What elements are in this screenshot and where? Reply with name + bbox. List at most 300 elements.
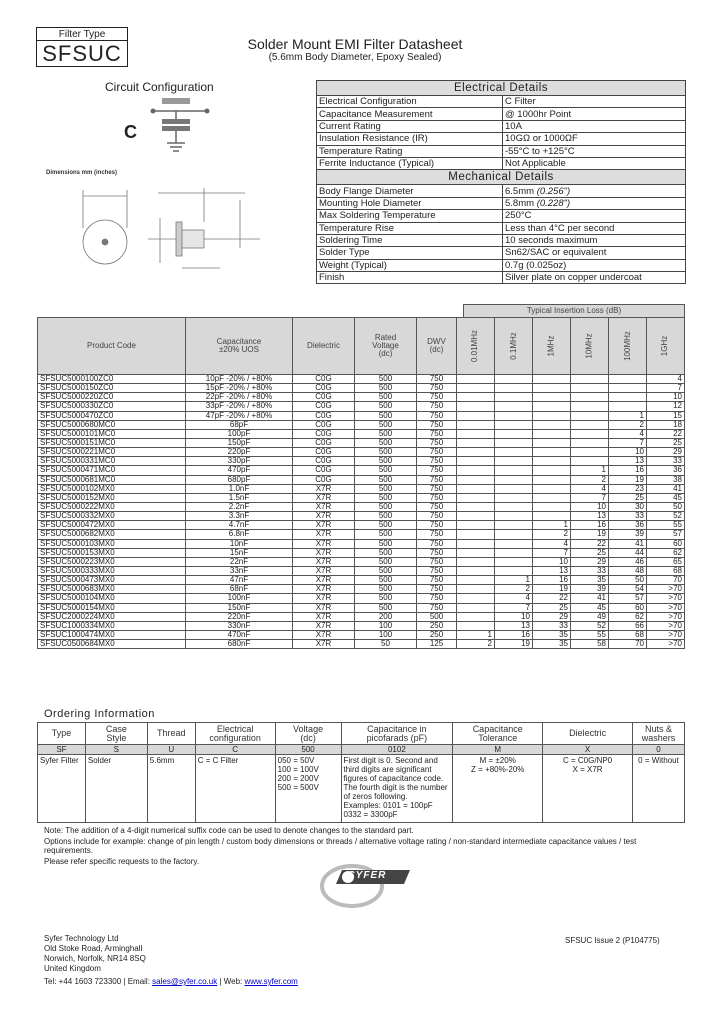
product-cell: X7R (293, 576, 355, 585)
product-cell: SFSUC5000331MC0 (38, 457, 186, 466)
spec-value-metric: 6.5mm (505, 185, 535, 197)
spec-value-imperial: (0.228") (536, 197, 571, 209)
product-cell: 54 (609, 585, 647, 594)
product-cell: 47pF -20% / +80% (186, 411, 293, 420)
ordering-code-row (38, 745, 685, 755)
product-cell: 100 (355, 630, 417, 639)
product-cell (495, 530, 533, 539)
product-cell: 39 (571, 585, 609, 594)
product-row (38, 457, 685, 466)
spec-row (317, 259, 686, 271)
product-cell: 57 (647, 530, 685, 539)
product-cell: 750 (417, 512, 457, 521)
ordering-code: 0102 (341, 745, 453, 755)
product-cell: 100pF (186, 429, 293, 438)
column-header (533, 318, 571, 375)
column-header-label: 10MHz (584, 333, 594, 359)
ordering-desc-line: X = X7R (572, 765, 603, 774)
spec-row (317, 96, 686, 108)
ordering-header-label: Style (106, 732, 127, 743)
footer-contact-text: Tel: +44 1603 723300 | Email: (44, 977, 153, 986)
column-header (355, 318, 417, 375)
product-cell: X7R (293, 502, 355, 511)
product-cell: C0G (293, 402, 355, 411)
product-cell: X7R (293, 521, 355, 530)
product-cell: 66 (609, 621, 647, 630)
column-header (571, 318, 609, 375)
product-cell: 1.5nF (186, 493, 293, 502)
product-cell (495, 411, 533, 420)
product-cell (457, 521, 495, 530)
product-row (38, 594, 685, 603)
column-header-label: Capacitance (216, 337, 262, 346)
column-header-label: (dc) (429, 345, 444, 354)
product-cell: 250 (417, 630, 457, 639)
ordering-code: 0 (632, 745, 684, 755)
column-header (457, 318, 495, 375)
spec-value: @ 1000hr Point (503, 108, 686, 120)
product-cell (571, 411, 609, 420)
insertion-loss-heading: Typical Insertion Loss (dB) (463, 304, 685, 317)
schematic-terminal-left (151, 109, 156, 114)
ordering-header (632, 723, 684, 745)
spec-row (317, 185, 686, 197)
product-cell: 68 (647, 566, 685, 575)
product-cell: 22 (571, 539, 609, 548)
product-cell: 500 (355, 521, 417, 530)
product-cell: 750 (417, 457, 457, 466)
product-cell: 60 (609, 603, 647, 612)
filter-type-name: SFSUC (42, 41, 122, 66)
product-cell: SFSUC5000223MX0 (38, 557, 186, 566)
product-cell: 500 (355, 384, 417, 393)
product-row (38, 493, 685, 502)
product-cell: 750 (417, 530, 457, 539)
product-cell: 58 (571, 640, 609, 649)
product-cell: 33pF -20% / +80% (186, 402, 293, 411)
ordering-header-label: Case (105, 723, 127, 734)
ordering-header (341, 723, 453, 745)
schematic-cap-plate-bottom (162, 126, 190, 131)
spec-value: C Filter (503, 96, 686, 108)
ordering-desc-row (38, 755, 685, 823)
product-cell (457, 548, 495, 557)
electrical-rows (317, 96, 686, 170)
product-cell (495, 384, 533, 393)
product-cell: 16 (609, 466, 647, 475)
product-cell: 470pF (186, 466, 293, 475)
column-header-label: 0.01MHz (470, 329, 480, 363)
product-cell: SFSUC5000103MX0 (38, 539, 186, 548)
spec-row (317, 108, 686, 120)
product-cell: 10 (647, 393, 685, 402)
page-subtitle: (5.6mm Body Diameter, Epoxy Sealed) (268, 52, 442, 63)
product-cell: 750 (417, 420, 457, 429)
product-cell: 150nF (186, 603, 293, 612)
product-cell: 500 (355, 512, 417, 521)
schematic-cap-plate-top (162, 119, 190, 124)
product-cell (457, 566, 495, 575)
product-cell: 10 (533, 557, 571, 566)
schematic-terminal-right (205, 109, 210, 114)
product-cell: 68pF (186, 420, 293, 429)
spec-label: Insulation Resistance (IR) (317, 133, 503, 145)
product-cell (533, 420, 571, 429)
product-cell: 750 (417, 466, 457, 475)
spec-value: 10GΩ or 1000ΩF (503, 133, 686, 145)
product-cell: 500 (355, 475, 417, 484)
product-cell: X7R (293, 566, 355, 575)
ordering-header (85, 723, 147, 745)
spec-value-imperial: (0.256") (536, 185, 571, 197)
product-cell: 45 (647, 493, 685, 502)
product-cell (457, 384, 495, 393)
product-cell: 750 (417, 448, 457, 457)
product-cell: 50 (355, 640, 417, 649)
footer-issue: SFSUC Issue 2 (P104775) (565, 936, 660, 945)
product-cell (533, 429, 571, 438)
product-cell (571, 393, 609, 402)
spec-value: Not Applicable (503, 157, 686, 169)
product-row (38, 411, 685, 420)
product-cell: 680nF (186, 640, 293, 649)
product-cell: 4 (647, 375, 685, 384)
product-row (38, 484, 685, 493)
product-cell: C0G (293, 420, 355, 429)
product-cell: 220pF (186, 448, 293, 457)
address-line: Syfer Technology Ltd (44, 934, 119, 943)
ordering-code: SF (38, 745, 86, 755)
spec-label: Electrical Configuration (317, 96, 503, 108)
product-cell: 62 (609, 612, 647, 621)
product-cell: 35 (571, 576, 609, 585)
product-cell: 500 (355, 548, 417, 557)
product-cell: 750 (417, 576, 457, 585)
product-cell: 52 (571, 621, 609, 630)
column-header-label: 1MHz (546, 335, 556, 357)
product-cell: 500 (355, 457, 417, 466)
note-line: Please refer specific requests to the factory. (44, 856, 200, 866)
product-cell (457, 402, 495, 411)
product-cell: 23 (609, 484, 647, 493)
product-cell: 2 (533, 530, 571, 539)
product-cell: 15 (647, 411, 685, 420)
product-cell: 1 (533, 521, 571, 530)
product-cell: SFSUC5000332MX0 (38, 512, 186, 521)
ordering-header-label: Type (51, 728, 72, 738)
product-cell: 750 (417, 393, 457, 402)
product-cell: X7R (293, 557, 355, 566)
product-cell: 60 (647, 539, 685, 548)
product-cell: 39 (609, 530, 647, 539)
note-line: Options include for example: change of pin length / custom body dimensions or threads / alternative voltage rating / non-standard intermediate capacitance values / test requirements. (44, 836, 637, 855)
product-cell: C0G (293, 411, 355, 420)
dimension-drawing (60, 178, 275, 280)
product-row (38, 640, 685, 649)
product-cell (495, 484, 533, 493)
product-cell (495, 402, 533, 411)
product-cell: 68 (609, 630, 647, 639)
product-cell: 25 (571, 548, 609, 557)
product-cell: 750 (417, 557, 457, 566)
product-cell: 50 (609, 576, 647, 585)
product-cell: SFSUC5000472MX0 (38, 521, 186, 530)
product-cell: 500 (355, 448, 417, 457)
product-row (38, 475, 685, 484)
product-cell: 125 (417, 640, 457, 649)
column-header-label: 0.1MHz (508, 332, 518, 360)
product-cell: 500 (355, 530, 417, 539)
column-header-label: 100MHz (622, 331, 632, 361)
product-cell: 200 (355, 612, 417, 621)
product-table-header (38, 318, 685, 375)
spec-label: Max Soldering Temperature (317, 210, 503, 222)
product-cell (457, 585, 495, 594)
spec-row (317, 120, 686, 132)
product-cell (495, 448, 533, 457)
product-cell: 750 (417, 429, 457, 438)
product-cell: >70 (647, 603, 685, 612)
product-cell: 1 (495, 576, 533, 585)
product-cell (533, 466, 571, 475)
product-row (38, 566, 685, 575)
product-cell: X7R (293, 484, 355, 493)
product-cell: 55 (647, 521, 685, 530)
spec-value-metric: Sn62/SAC or equivalent (505, 247, 607, 259)
product-cell: 7 (609, 438, 647, 447)
product-cell (571, 457, 609, 466)
product-cell: 2 (495, 585, 533, 594)
product-cell: 10pF -20% / +80% (186, 375, 293, 384)
product-cell: SFSUC5000473MX0 (38, 576, 186, 585)
product-row (38, 438, 685, 447)
electrical-heading: Electrical Details (317, 81, 686, 96)
capacitor-schematic-icon (150, 95, 210, 157)
product-cell: 4 (495, 594, 533, 603)
product-cell: SFSUC5000102MX0 (38, 484, 186, 493)
product-cell (609, 393, 647, 402)
product-cell: SFSUC5000220ZC0 (38, 393, 186, 402)
product-cell: SFSUC5000681MC0 (38, 475, 186, 484)
product-cell: 46 (609, 557, 647, 566)
spec-label: Ferrite Inductance (Typical) (317, 157, 503, 169)
product-cell: X7R (293, 621, 355, 630)
product-cell (495, 438, 533, 447)
product-cell: 13 (533, 566, 571, 575)
product-row (38, 375, 685, 384)
product-cell: 2 (609, 420, 647, 429)
product-row (38, 521, 685, 530)
product-cell: 65 (647, 557, 685, 566)
ordering-code: X (543, 745, 633, 755)
product-cell (533, 502, 571, 511)
ordering-desc-line: 0 = Without (638, 756, 679, 765)
product-cell (495, 393, 533, 402)
product-cell: C0G (293, 438, 355, 447)
product-cell (533, 375, 571, 384)
product-cell (495, 493, 533, 502)
product-cell: 470nF (186, 630, 293, 639)
product-cell: 220nF (186, 612, 293, 621)
product-cell: 70 (647, 576, 685, 585)
column-header (609, 318, 647, 375)
column-header-label: DWV (427, 337, 446, 346)
ordering-desc (275, 755, 341, 823)
product-cell (495, 429, 533, 438)
product-cell (533, 493, 571, 502)
spec-label: Weight (Typical) (317, 259, 503, 271)
product-cell: SFSUC1000474MX0 (38, 630, 186, 639)
spec-value-metric: Less than 4°C per second (505, 222, 615, 234)
email-link[interactable]: sales@syfer.co.uk (152, 977, 218, 986)
ordering-code: C (195, 745, 275, 755)
product-cell: 680pF (186, 475, 293, 484)
product-cell: 47nF (186, 576, 293, 585)
product-cell: 500 (355, 566, 417, 575)
product-cell: 10 (571, 502, 609, 511)
product-cell: SFSUC5000152MX0 (38, 493, 186, 502)
ordering-desc-line: 100 = 100V (277, 765, 319, 774)
ordering-desc-line: Solder (87, 756, 112, 765)
product-cell: SFSUC5000222MX0 (38, 502, 186, 511)
product-cell: SFSUC5000150ZC0 (38, 384, 186, 393)
product-cell: X7R (293, 594, 355, 603)
mechanical-rows (317, 185, 686, 284)
product-cell: 13 (495, 621, 533, 630)
product-row (38, 603, 685, 612)
product-cell: 25 (647, 438, 685, 447)
ordering-table (37, 722, 685, 823)
product-row (38, 539, 685, 548)
footer-address (44, 934, 146, 974)
spec-label: Mounting Hole Diameter (317, 197, 503, 209)
ordering-header (38, 723, 86, 745)
ordering-header (543, 723, 633, 745)
product-cell (533, 402, 571, 411)
ordering-desc-line: M = ±20% (479, 756, 516, 765)
ordering-desc (38, 755, 86, 823)
product-cell: SFSUC5000683MX0 (38, 585, 186, 594)
product-cell (495, 521, 533, 530)
product-cell (571, 448, 609, 457)
ordering-desc (195, 755, 275, 823)
product-cell (457, 603, 495, 612)
spec-label: Solder Type (317, 247, 503, 259)
product-cell: X7R (293, 585, 355, 594)
product-cell (533, 512, 571, 521)
product-cell (457, 411, 495, 420)
product-cell (571, 402, 609, 411)
product-cell: 45 (571, 603, 609, 612)
product-cell: 22 (533, 594, 571, 603)
product-cell: SFSUC5000154MX0 (38, 603, 186, 612)
product-cell: X7R (293, 530, 355, 539)
product-row (38, 402, 685, 411)
product-row (38, 448, 685, 457)
spec-value (503, 222, 686, 234)
ordering-desc (85, 755, 147, 823)
product-cell (495, 548, 533, 557)
ordering-desc-line: The fourth digit is the number (343, 783, 448, 792)
spec-value-metric: 0.7g (0.025oz) (505, 259, 567, 271)
mechanical-section (317, 170, 686, 185)
ordering-desc (543, 755, 633, 823)
product-cell: SFSUC5000221MC0 (38, 448, 186, 457)
product-cell: >70 (647, 621, 685, 630)
filter-type-box (36, 27, 128, 67)
product-cell: 22pF -20% / +80% (186, 393, 293, 402)
product-cell: 57 (609, 594, 647, 603)
column-header-label: Voltage (372, 341, 399, 350)
ordering-desc-line: C = C0G/NP0 (563, 756, 613, 765)
ordering-code: M (453, 745, 543, 755)
side-view-flange (176, 222, 182, 256)
product-cell: 68nF (186, 585, 293, 594)
product-cell: SFSUC5000100ZC0 (38, 375, 186, 384)
product-cell (495, 539, 533, 548)
product-cell: 500 (355, 402, 417, 411)
product-row (38, 420, 685, 429)
column-header-label: Dielectric (307, 341, 340, 350)
product-cell: 13 (609, 457, 647, 466)
product-row (38, 585, 685, 594)
product-cell: 500 (355, 502, 417, 511)
product-cell: 500 (355, 438, 417, 447)
spec-label: Temperature Rating (317, 145, 503, 157)
product-row (38, 612, 685, 621)
product-cell: 500 (355, 603, 417, 612)
mechanical-heading: Mechanical Details (317, 170, 686, 185)
spec-row (317, 145, 686, 157)
product-cell: 1 (571, 466, 609, 475)
product-cell: 500 (355, 557, 417, 566)
product-cell: 750 (417, 411, 457, 420)
column-header (417, 318, 457, 375)
ordering-code: S (85, 745, 147, 755)
product-cell: 49 (571, 612, 609, 621)
product-cell: X7R (293, 603, 355, 612)
product-cell (457, 438, 495, 447)
ordering-desc-line: 0332 = 3300pF (343, 810, 398, 819)
product-cell: 750 (417, 375, 457, 384)
product-cell (609, 384, 647, 393)
spec-value: 10A (503, 120, 686, 132)
product-cell: >70 (647, 640, 685, 649)
circuit-config-title: Circuit Configuration (105, 80, 214, 94)
product-cell: >70 (647, 585, 685, 594)
product-cell: C0G (293, 375, 355, 384)
product-cell: 500 (355, 466, 417, 475)
spec-label: Soldering Time (317, 234, 503, 246)
product-cell: 1 (457, 630, 495, 639)
column-header-label: Product Code (87, 341, 136, 350)
product-cell: 18 (647, 420, 685, 429)
product-cell: SFSUC5000471MC0 (38, 466, 186, 475)
product-cell (571, 375, 609, 384)
product-cell (533, 475, 571, 484)
product-cell: 750 (417, 384, 457, 393)
spec-value (503, 272, 686, 284)
web-link[interactable]: www.syfer.com (244, 977, 298, 986)
product-cell: 500 (355, 393, 417, 402)
product-cell (533, 384, 571, 393)
product-cell: SFSUC1000334MX0 (38, 621, 186, 630)
product-cell: X7R (293, 630, 355, 639)
ordering-code: 500 (275, 745, 341, 755)
spec-row (317, 210, 686, 222)
product-cell: 33 (647, 457, 685, 466)
product-cell (457, 621, 495, 630)
